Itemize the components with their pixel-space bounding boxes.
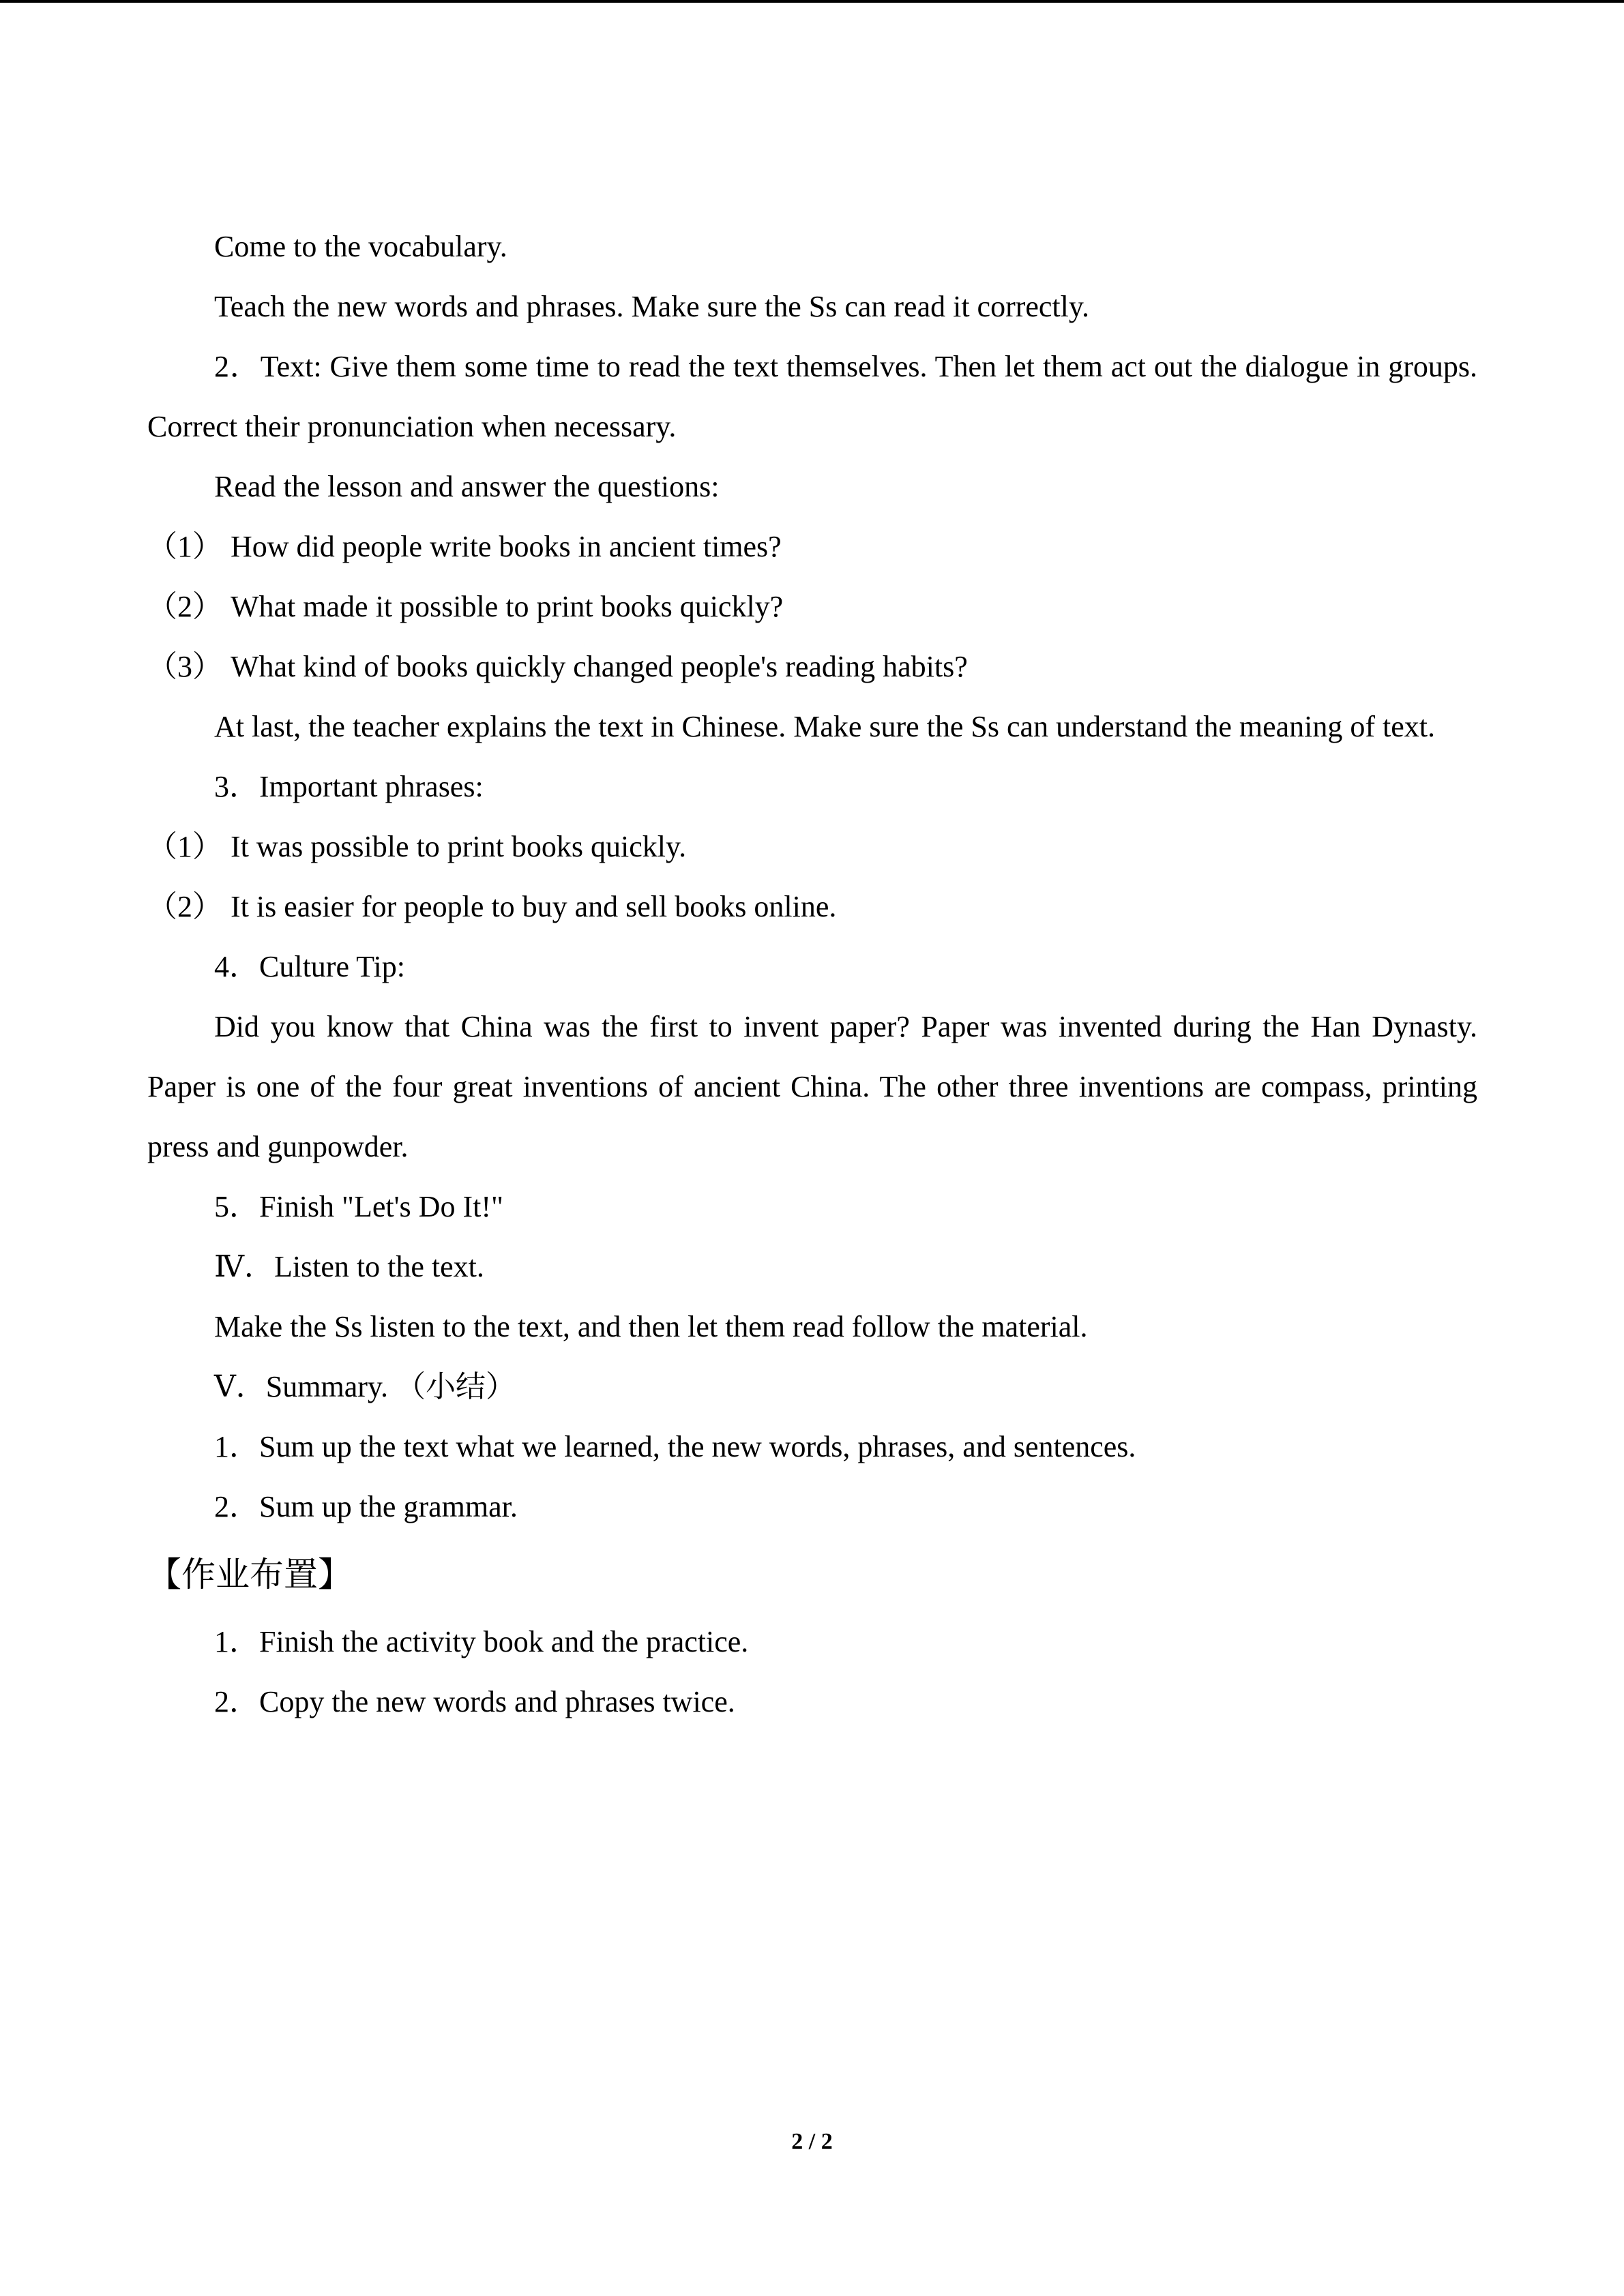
question-1 <box>147 517 1477 577</box>
homework-heading: 【作业布置】 <box>147 1555 352 1594</box>
phrase-1-text: It was possible to print books quickly. <box>231 830 687 863</box>
teach-words-line: Teach the new words and phrases. Make sure the Ss can read it correctly. <box>214 290 1090 323</box>
phrase-2-number: （2） <box>147 890 222 923</box>
question-1-text: How did people write books in ancient times? <box>231 530 782 563</box>
vocabulary-line: Come to the vocabulary. <box>214 230 507 263</box>
culture-tip-paragraph: Did you know that China was the first to invent paper? Paper was invented during the Han Dynasty. Paper is one of the four great inventions of ancient China. The other three inventions are compass, printing press and gunpowder. <box>147 1010 1477 1163</box>
important-phrases-heading: 3．Important phrases: <box>214 770 484 803</box>
phrase-2 <box>147 877 1477 937</box>
summary-item-1: 1．Sum up the text what we learned, the new words, phrases, and sentences. <box>214 1430 1136 1463</box>
question-3 <box>147 637 1477 697</box>
question-1-number: （1） <box>147 530 222 563</box>
phrase-2-text: It is easier for people to buy and sell books online. <box>231 890 837 923</box>
listen-heading: Ⅳ．Listen to the text. <box>214 1250 484 1283</box>
question-2 <box>147 577 1477 637</box>
homework-item-1: 1．Finish the activity book and the practice. <box>214 1625 749 1658</box>
document-body <box>147 217 1477 1732</box>
question-2-number: （2） <box>147 590 222 623</box>
page-number: 2 / 2 <box>791 2129 833 2154</box>
phrase-1-number: （1） <box>147 830 222 863</box>
phrase-1 <box>147 817 1477 877</box>
teacher-explains-paragraph: At last, the teacher explains the text in Chinese. Make sure the Ss can understand the meaning of text. <box>214 710 1436 743</box>
read-lesson-line: Read the lesson and answer the questions: <box>214 470 720 503</box>
text-step-paragraph: 2．Text: Give them some time to read the text themselves. Then let them act out the dialogue in groups. Correct their pronunciation when necessary. <box>147 350 1477 443</box>
summary-item-2: 2．Sum up the grammar. <box>214 1490 518 1523</box>
culture-tip-heading: 4．Culture Tip: <box>214 950 405 983</box>
question-3-text: What kind of books quickly changed people's reading habits? <box>231 650 968 683</box>
listen-instruction-line: Make the Ss listen to the text, and then let them read follow the material. <box>214 1310 1088 1343</box>
top-border-line <box>0 0 1624 3</box>
homework-item-2: 2．Copy the new words and phrases twice. <box>214 1685 735 1718</box>
question-3-number: （3） <box>147 650 222 683</box>
summary-heading: Ⅴ．Summary. （小结） <box>214 1370 516 1403</box>
finish-lets-do-it-line: 5．Finish "Let's Do It!" <box>214 1190 503 1223</box>
question-2-text: What made it possible to print books quickly? <box>231 590 784 623</box>
